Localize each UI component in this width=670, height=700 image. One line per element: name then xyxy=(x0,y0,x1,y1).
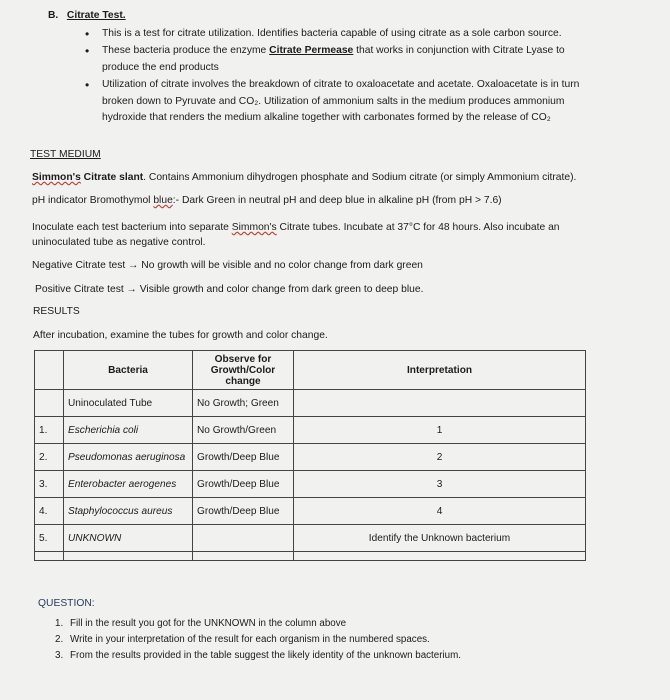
interpretation-cell[interactable]: 4 xyxy=(294,498,586,525)
bacteria-cell: Staphylococcus aureus xyxy=(64,498,193,525)
question-item: 3. From the results provided in the table suggest the likely identity of the unknown bacterium. xyxy=(55,650,461,661)
bullet-item: • Utilization of citrate involves the breakdown of citrate to oxaloacetate and acetate. Oxaloacetate is in turn broken down to Pyruvate and CO₂. Utilization of ammonium salts in the medium produces ammonium hydroxide that renders the medium alkaline together with carbonates formed by the release of CO₂ xyxy=(83,77,603,126)
intro-bullet-list xyxy=(83,26,603,127)
inoculation-instructions: Inoculate each test bacterium into separate Simmon's Citrate tubes. Incubate at 37°C for 48 hours. Also incubate an uninoculated tube as negative control. xyxy=(32,222,560,248)
table-row xyxy=(35,390,586,417)
bacteria-cell: UNKNOWN xyxy=(64,525,193,552)
header-bacteria: Bacteria xyxy=(64,351,193,390)
question-item: 1. Fill in the result you got for the UNKNOWN in the column above xyxy=(55,618,347,629)
question-heading: QUESTION: xyxy=(38,598,95,609)
results-intro: After incubation, examine the tubes for growth and color change. xyxy=(33,330,328,341)
bacteria-cell: Pseudomonas aeruginosa xyxy=(64,444,193,471)
results-heading: RESULTS xyxy=(33,306,80,317)
observe-cell[interactable]: No Growth/Green xyxy=(193,417,294,444)
bullet-item: • These bacteria produce the enzyme Citrate Permease that works in conjunction with Citrate Lyase to produce the end products xyxy=(83,43,603,76)
question-item: 2. Write in your interpretation of the result for each organism in the numbered spaces. xyxy=(55,634,430,645)
bacteria-cell: Enterobacter aerogenes xyxy=(64,471,193,498)
interpretation-cell[interactable]: 1 xyxy=(294,417,586,444)
slant-description: Simmon's Citrate slant. Contains Ammonium dihydrogen phosphate and Sodium citrate (or simply Ammonium citrate). xyxy=(32,172,577,183)
slant-name: Simmon's xyxy=(32,172,81,183)
section-letter: B. xyxy=(48,10,59,21)
interpretation-cell[interactable]: Identify the Unknown bacterium xyxy=(294,525,586,552)
positive-result-line: Positive Citrate test → Visible growth and color change from dark green to deep blue. xyxy=(35,284,424,295)
test-medium-heading: TEST MEDIUM xyxy=(30,149,101,160)
question-list xyxy=(55,616,461,664)
table-row: 2. Pseudomonas aeruginosa Growth/Deep Blue 2 xyxy=(35,444,586,471)
table-row: 3. Enterobacter aerogenes Growth/Deep Blue 3 xyxy=(35,471,586,498)
bullet-item: • This is a test for citrate utilization. Identifies bacteria capable of using citrate as a sole carbon source. xyxy=(83,26,603,42)
header-interpretation: Interpretation xyxy=(294,351,586,390)
header-observe: Observe for Growth/Color change xyxy=(193,351,294,390)
observe-cell[interactable] xyxy=(193,525,294,552)
interpretation-cell[interactable] xyxy=(294,390,586,417)
observe-cell[interactable]: No Growth; Green xyxy=(193,390,294,417)
observe-cell[interactable]: Growth/Deep Blue xyxy=(193,471,294,498)
observe-cell[interactable]: Growth/Deep Blue xyxy=(193,498,294,525)
section-title xyxy=(48,10,126,21)
negative-result-line: Negative Citrate test → No growth will be visible and no color change from dark green xyxy=(32,260,423,271)
table-header-row xyxy=(35,351,586,390)
header-number xyxy=(35,351,64,390)
interpretation-cell[interactable]: 3 xyxy=(294,471,586,498)
enzyme-name: Citrate Permease xyxy=(269,45,354,57)
bacteria-cell: Uninoculated Tube xyxy=(64,390,193,417)
interpretation-cell[interactable]: 2 xyxy=(294,444,586,471)
table-spacer-row xyxy=(35,552,586,561)
bacteria-cell: Escherichia coli xyxy=(64,417,193,444)
section-title-text: Citrate Test. xyxy=(66,10,126,21)
table-row: 5. UNKNOWN Identify the Unknown bacterium xyxy=(35,525,586,552)
table-row: 4. Staphylococcus aureus Growth/Deep Blue 4 xyxy=(35,498,586,525)
ph-indicator-line: pH indicator Bromothymol blue:- Dark Green in neutral pH and deep blue in alkaline pH (from pH > 7.6) xyxy=(32,195,502,206)
table-row: 1. Escherichia coli No Growth/Green 1 xyxy=(35,417,586,444)
observe-cell[interactable]: Growth/Deep Blue xyxy=(193,444,294,471)
results-table xyxy=(34,350,586,561)
